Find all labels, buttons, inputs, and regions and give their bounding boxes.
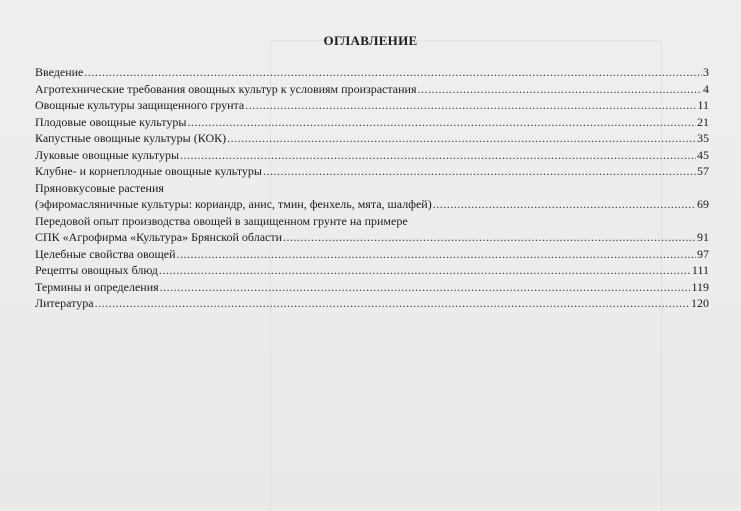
toc-entry — [35, 262, 709, 279]
toc-entry — [35, 279, 709, 296]
toc-leader-dots — [180, 147, 696, 163]
toc-entry-line — [35, 229, 709, 246]
toc-page-number: 119 — [691, 279, 709, 294]
toc-entry-title: Луковые овощные культуры — [35, 147, 180, 162]
toc-entry-line — [35, 97, 709, 114]
toc-entry-line — [35, 130, 709, 147]
toc-leader-dots — [263, 163, 696, 179]
toc-page-number: 69 — [697, 197, 709, 211]
toc-leader-dots — [95, 295, 690, 311]
toc-page-number: 4 — [703, 81, 709, 96]
toc-entry-title: СПК «Агрофирма «Культура» Брянской области — [35, 230, 283, 244]
toc-entry-line — [35, 114, 709, 131]
toc-entry-title: Целебные свойства овощей — [35, 246, 176, 261]
toc-entry — [35, 295, 709, 312]
toc-entry-title: Пряновкусовые растения — [35, 180, 164, 195]
toc-entry — [35, 130, 709, 147]
toc-page-number: 45 — [697, 147, 709, 162]
toc-entry-title: Капустные овощные культуры (КОК) — [35, 131, 227, 145]
toc-entry-line — [35, 295, 709, 312]
toc-entry-line — [35, 163, 709, 180]
toc-entry — [35, 180, 709, 213]
toc-page-number: 35 — [697, 131, 709, 145]
toc-entry-line — [35, 81, 709, 98]
toc-entry-line — [35, 64, 709, 81]
toc-entry-title: Литература — [35, 296, 94, 310]
toc-entry-title: (эфиромасляничные культуры: кориандр, анис, тмин, фенхель, мята, шалфей) — [35, 197, 432, 211]
toc-entry-title: Введение — [35, 65, 84, 79]
toc-leader-dots — [84, 64, 702, 80]
toc-page-number: 21 — [697, 114, 709, 129]
toc-entry — [35, 81, 709, 98]
toc-entry — [35, 97, 709, 114]
toc-entry-title: Передовой опыт производства овощей в защищенном грунте на примере — [35, 213, 408, 228]
toc-entry-line — [35, 246, 709, 263]
toc-entry — [35, 213, 709, 246]
toc-leader-dots — [283, 229, 696, 245]
toc-entry-line — [35, 213, 709, 230]
toc-entry — [35, 114, 709, 131]
toc-leader-dots — [159, 262, 691, 278]
toc-entry-title: Овощные культуры защищенного грунта — [35, 98, 245, 112]
toc-entry-line — [35, 279, 709, 296]
toc-leader-dots — [227, 130, 696, 146]
toc-entry — [35, 64, 709, 81]
toc-page-number: 111 — [691, 263, 709, 277]
toc-entry-title: Плодовые овощные культуры — [35, 114, 187, 129]
toc-page-number: 11 — [697, 98, 709, 112]
toc-entry-title: Термины и определения — [35, 279, 159, 294]
toc-page-number: 57 — [697, 164, 709, 178]
toc-leader-dots — [245, 97, 696, 113]
toc-entry — [35, 246, 709, 263]
toc-page-number: 97 — [697, 246, 709, 261]
toc-entry-line — [35, 147, 709, 164]
toc-leader-dots — [177, 246, 696, 262]
toc-leader-dots — [417, 81, 702, 97]
toc-leader-dots — [160, 279, 691, 295]
toc-page-number: 3 — [703, 65, 709, 79]
toc-title: ОГЛАВЛЕНИЕ — [323, 33, 418, 48]
toc-entry — [35, 163, 709, 180]
toc-entry-title: Клубне- и корнеплодные овощные культуры — [35, 164, 262, 178]
toc-entry-title: Рецепты овощных блюд — [35, 263, 158, 277]
toc-page-number: 91 — [697, 230, 709, 244]
toc-page-number: 120 — [691, 296, 709, 310]
toc-leader-dots — [433, 196, 696, 212]
toc-list — [35, 64, 709, 312]
toc-entry-line — [35, 196, 709, 213]
toc-entry-line — [35, 180, 709, 197]
toc-entry — [35, 147, 709, 164]
toc-leader-dots — [187, 114, 696, 130]
toc-entry-title: Агротехнические требования овощных культур к условиям произрастания — [35, 81, 417, 96]
toc-entry-line — [35, 262, 709, 279]
